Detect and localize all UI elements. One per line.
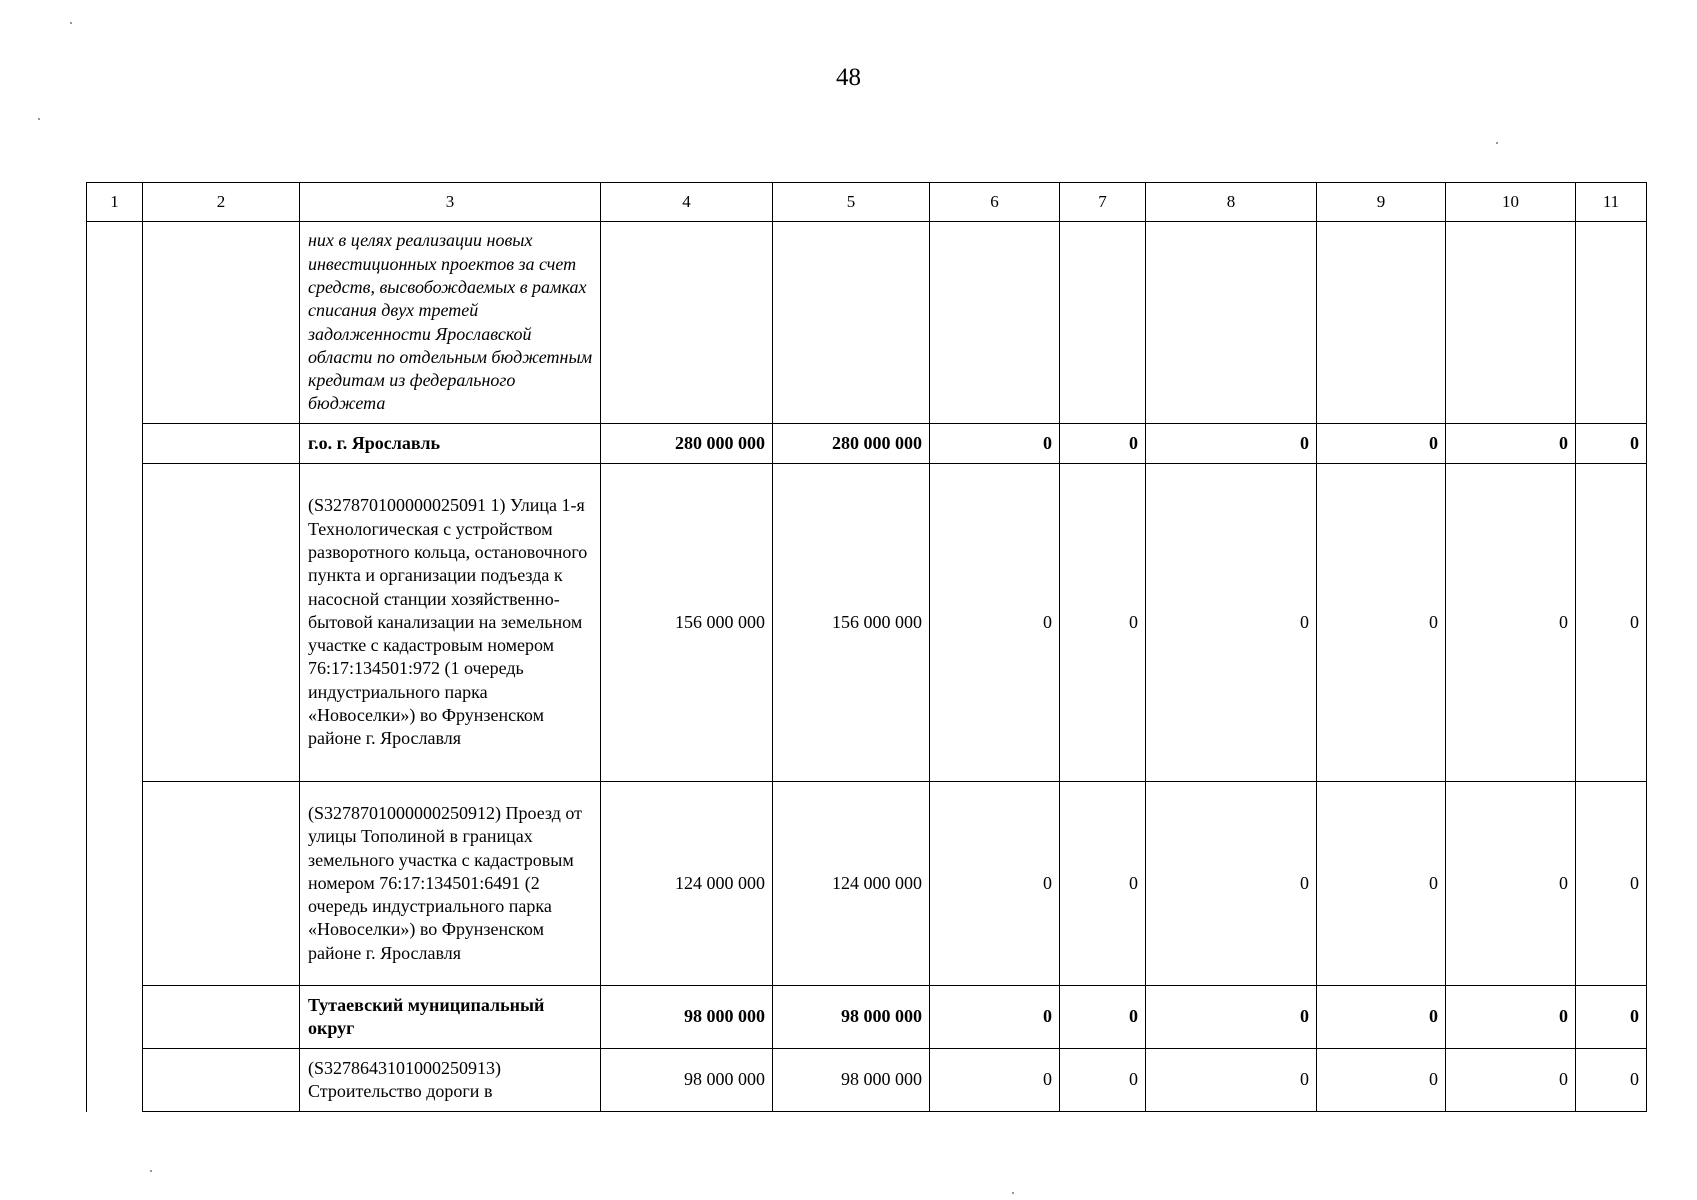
cell-value-col-7: 0 — [1060, 424, 1146, 464]
cell-description: (S327870100000025091 1) Улица 1-я Технологическая с устройством разворотного кольца, остановочного пункта и организации подъезда к насосной станции хозяйственно-бытовой канализации на земельном участке с кадастровым номером 76:17:134501:972 (1 очередь индустриального парка «Новоселки») во Фрунзенском районе г. Ярославля — [300, 464, 601, 782]
table-row — [87, 424, 1647, 464]
cell-description: них в целях реализации новых инвестиционных проектов за счет средств, высвобождаемых в рамках списания двух третей задолженности Ярославской области по отдельным бюджетным кредитам из федерального бюджета — [300, 222, 601, 424]
column-header: 8 — [1146, 183, 1317, 222]
cell-value-col-10: 0 — [1446, 1049, 1576, 1112]
cell-col-2 — [143, 424, 300, 464]
column-header: 3 — [300, 183, 601, 222]
cell-value-col-10: 0 — [1446, 986, 1576, 1049]
column-header: 1 — [87, 183, 143, 222]
cell-value-col-9: 0 — [1317, 464, 1446, 782]
column-header: 11 — [1576, 183, 1647, 222]
cell-value-col-8: 0 — [1146, 782, 1317, 986]
cell-value-col-11: 0 — [1576, 464, 1647, 782]
scan-speck — [70, 22, 72, 24]
cell-value-col-11: 0 — [1576, 782, 1647, 986]
column-header: 10 — [1446, 183, 1576, 222]
column-header: 7 — [1060, 183, 1146, 222]
column-header: 5 — [773, 183, 930, 222]
column-header: 4 — [601, 183, 773, 222]
cell-value-col-8: 0 — [1146, 424, 1317, 464]
cell-value-col-8: 0 — [1146, 464, 1317, 782]
cell-value-col-5 — [773, 222, 930, 424]
column-header: 2 — [143, 183, 300, 222]
cell-value-col-9: 0 — [1317, 1049, 1446, 1112]
cell-value-col-5: 156 000 000 — [773, 464, 930, 782]
cell-value-col-9: 0 — [1317, 782, 1446, 986]
cell-value-col-10 — [1446, 222, 1576, 424]
cell-value-col-4: 156 000 000 — [601, 464, 773, 782]
cell-col-2 — [143, 222, 300, 424]
cell-col-1 — [87, 782, 143, 986]
cell-description: (S3278701000000250912) Проезд от улицы Тополиной в границах земельного участка с кадастровым номером 76:17:134501:6491 (2 очередь индустриального парка «Новоселки») во Фрунзенском районе г. Ярославля — [300, 782, 601, 986]
cell-value-col-7 — [1060, 222, 1146, 424]
cell-col-2 — [143, 464, 300, 782]
cell-col-2 — [143, 986, 300, 1049]
cell-description: Тутаевский муниципальный округ — [300, 986, 601, 1049]
scan-speck — [1496, 142, 1498, 144]
cell-value-col-10: 0 — [1446, 464, 1576, 782]
cell-value-col-7: 0 — [1060, 782, 1146, 986]
cell-col-1 — [87, 222, 143, 424]
cell-value-col-9: 0 — [1317, 986, 1446, 1049]
cell-value-col-8 — [1146, 222, 1317, 424]
cell-value-col-10: 0 — [1446, 424, 1576, 464]
cell-value-col-6 — [930, 222, 1060, 424]
cell-value-col-9 — [1317, 222, 1446, 424]
cell-value-col-10: 0 — [1446, 782, 1576, 986]
cell-value-col-7: 0 — [1060, 1049, 1146, 1112]
cell-value-col-6: 0 — [930, 782, 1060, 986]
column-header: 6 — [930, 183, 1060, 222]
scan-speck — [38, 118, 40, 120]
cell-value-col-4: 280 000 000 — [601, 424, 773, 464]
cell-value-col-11: 0 — [1576, 424, 1647, 464]
cell-value-col-5: 98 000 000 — [773, 1049, 930, 1112]
cell-description: (S3278643101000250913) Строительство дороги в — [300, 1049, 601, 1112]
table-row — [87, 222, 1647, 424]
column-header: 9 — [1317, 183, 1446, 222]
scan-speck — [150, 1170, 152, 1172]
table-row — [87, 782, 1647, 986]
cell-value-col-4: 98 000 000 — [601, 1049, 773, 1112]
cell-col-1 — [87, 424, 143, 464]
cell-value-col-6: 0 — [930, 1049, 1060, 1112]
table-row — [87, 464, 1647, 782]
scan-speck — [1012, 1192, 1014, 1194]
table-row — [87, 1049, 1647, 1112]
cell-value-col-7: 0 — [1060, 464, 1146, 782]
cell-value-col-5: 98 000 000 — [773, 986, 930, 1049]
page-number: 48 — [836, 64, 861, 91]
table-header-row — [87, 183, 1647, 222]
budget-table — [86, 182, 1647, 1112]
cell-value-col-4: 124 000 000 — [601, 782, 773, 986]
cell-value-col-6: 0 — [930, 424, 1060, 464]
cell-value-col-4 — [601, 222, 773, 424]
table-row — [87, 986, 1647, 1049]
cell-value-col-8: 0 — [1146, 1049, 1317, 1112]
cell-value-col-7: 0 — [1060, 986, 1146, 1049]
cell-description: г.о. г. Ярославль — [300, 424, 601, 464]
cell-value-col-6: 0 — [930, 986, 1060, 1049]
cell-col-1 — [87, 464, 143, 782]
cell-value-col-8: 0 — [1146, 986, 1317, 1049]
cell-value-col-4: 98 000 000 — [601, 986, 773, 1049]
cell-value-col-11 — [1576, 222, 1647, 424]
cell-value-col-6: 0 — [930, 464, 1060, 782]
cell-value-col-11: 0 — [1576, 986, 1647, 1049]
cell-col-1 — [87, 1049, 143, 1112]
cell-value-col-5: 280 000 000 — [773, 424, 930, 464]
cell-col-1 — [87, 986, 143, 1049]
cell-value-col-9: 0 — [1317, 424, 1446, 464]
cell-value-col-5: 124 000 000 — [773, 782, 930, 986]
cell-col-2 — [143, 782, 300, 986]
cell-col-2 — [143, 1049, 300, 1112]
cell-value-col-11: 0 — [1576, 1049, 1647, 1112]
